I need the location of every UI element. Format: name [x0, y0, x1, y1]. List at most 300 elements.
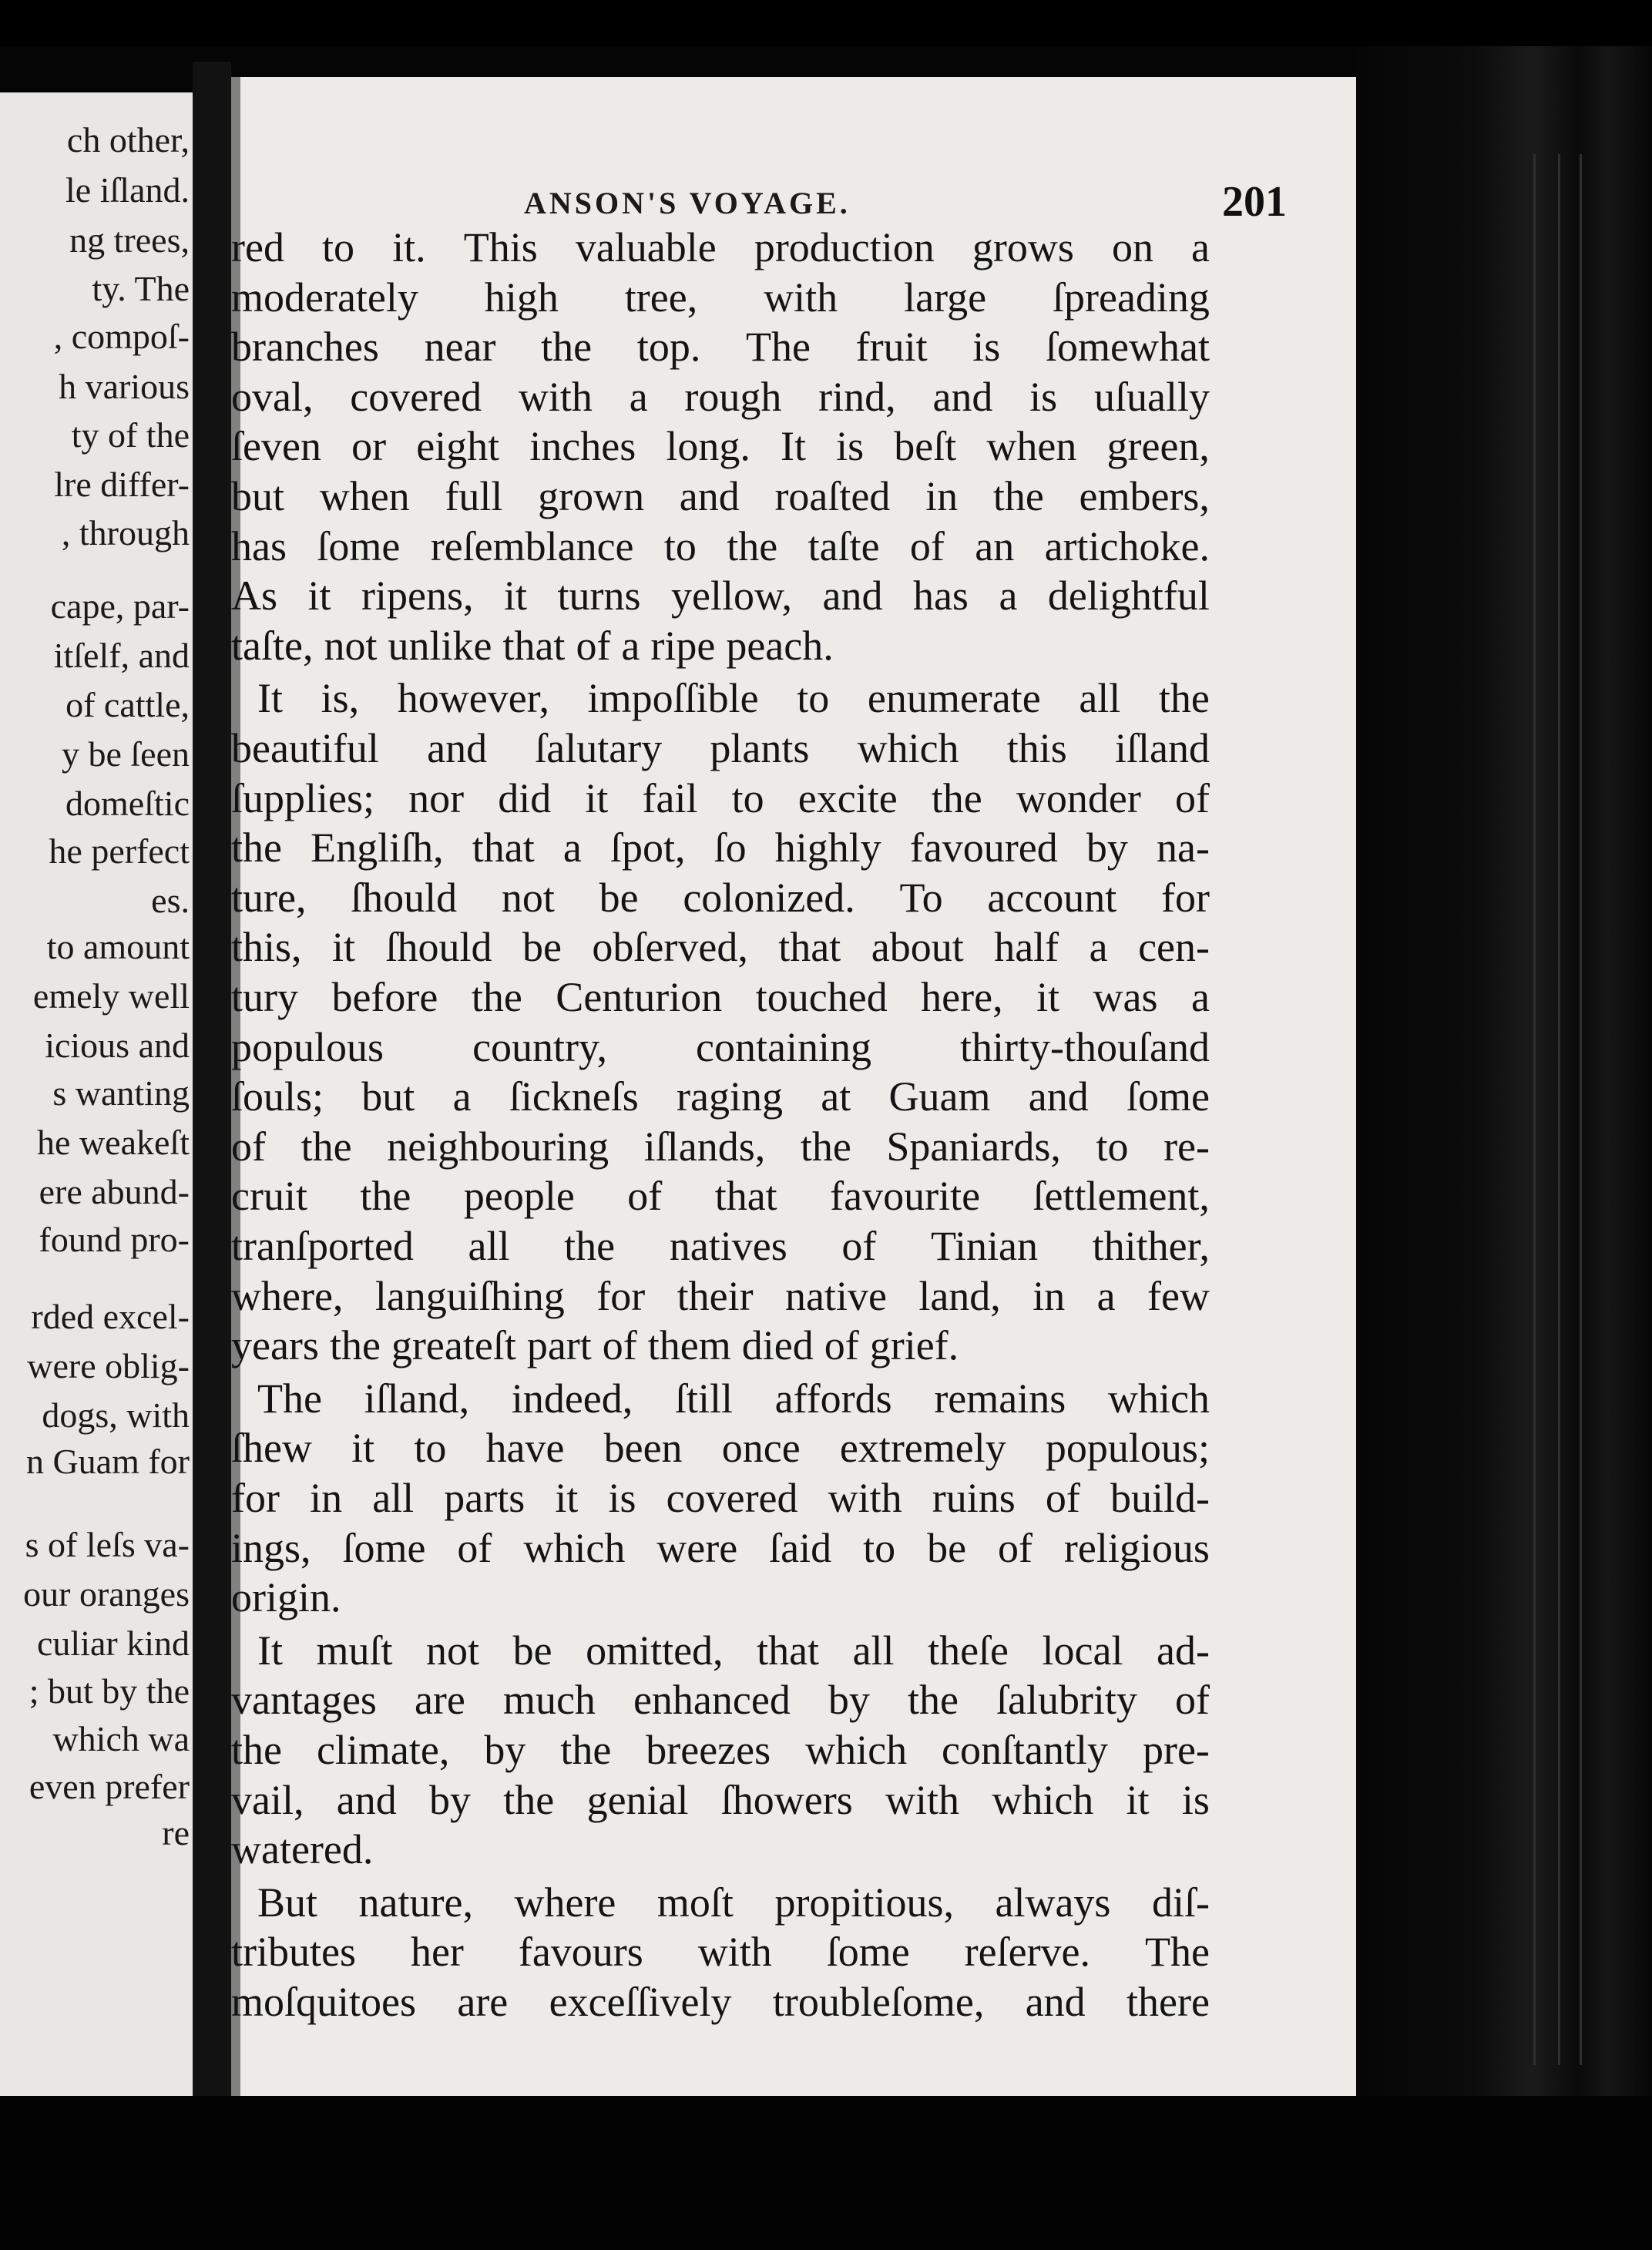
- word: large: [904, 274, 987, 321]
- word: populous: [231, 1023, 384, 1070]
- left-page-line: cape, par-: [50, 586, 190, 626]
- word: beſt: [894, 423, 957, 470]
- word: in: [310, 1475, 343, 1521]
- word: her: [410, 1929, 464, 1976]
- word: for: [596, 1272, 646, 1319]
- word: re-: [1163, 1123, 1210, 1170]
- word: green,: [1106, 423, 1210, 470]
- word: It: [257, 675, 283, 722]
- word: about: [871, 924, 964, 971]
- word: near: [424, 324, 496, 371]
- left-page-line: of cattle,: [65, 685, 190, 724]
- word: with: [885, 1776, 960, 1823]
- left-page-line: , compoſ-: [53, 317, 190, 356]
- word: them: [647, 1322, 731, 1369]
- word: or: [351, 423, 387, 470]
- word: grows: [972, 224, 1074, 270]
- left-page-line: y be ſeen: [61, 734, 190, 774]
- text-line: [231, 1123, 1210, 1172]
- word: where,: [231, 1272, 344, 1319]
- word: red: [231, 224, 284, 270]
- fore-edge-line: [1580, 154, 1582, 2065]
- word: is: [608, 1475, 636, 1521]
- text-line: [231, 1424, 1210, 1473]
- fore-edge-line: [1533, 154, 1536, 2065]
- word: languiſhing: [374, 1272, 565, 1319]
- word: obſerved,: [592, 924, 748, 971]
- word: remains: [934, 1375, 1066, 1422]
- left-page: [0, 92, 193, 2096]
- text-line: [231, 572, 1210, 621]
- word: top.: [636, 324, 701, 371]
- text-line: [231, 1627, 1210, 1676]
- left-page-line: ng trees,: [69, 220, 190, 260]
- word: extremely: [839, 1425, 1006, 1472]
- word: the: [907, 1677, 959, 1724]
- text-line: [231, 1726, 1210, 1775]
- left-page-line: even prefer: [29, 1767, 190, 1806]
- word: troubleſome,: [772, 1979, 985, 2025]
- word: The: [257, 1375, 322, 1422]
- word: Spaniards,: [886, 1123, 1061, 1170]
- word: moderately: [231, 274, 418, 321]
- word: been: [603, 1425, 683, 1472]
- word: in: [1032, 1272, 1066, 1319]
- word: of: [997, 1524, 1032, 1571]
- text-line: [231, 1879, 1210, 1928]
- word: nature,: [358, 1879, 473, 1926]
- word: a: [1096, 1272, 1116, 1319]
- word: full: [445, 473, 503, 519]
- word: of: [1174, 1677, 1210, 1724]
- word: part: [526, 1322, 592, 1369]
- word: with: [828, 1475, 902, 1521]
- word: ad-: [1157, 1627, 1210, 1674]
- text-line: [231, 1524, 1210, 1573]
- word: Guam: [888, 1073, 991, 1120]
- word: has: [912, 573, 969, 620]
- word: ſhould: [385, 924, 492, 971]
- word: the: [727, 522, 778, 569]
- word: are: [457, 1979, 509, 2025]
- text-line: [231, 1321, 1210, 1371]
- word: production: [754, 224, 935, 270]
- word: plants: [710, 725, 810, 771]
- word: climate,: [316, 1727, 450, 1773]
- word: Engliſh,: [311, 824, 444, 871]
- text-line: [231, 522, 1210, 572]
- left-page-line: emely well: [32, 976, 190, 1016]
- word: the: [800, 1123, 851, 1170]
- word: ſpreading: [1053, 274, 1210, 321]
- word: by: [429, 1776, 472, 1823]
- word: vantages: [231, 1677, 377, 1724]
- word: genial: [586, 1776, 689, 1823]
- word: Tinian: [930, 1223, 1039, 1269]
- word: it: [555, 1475, 579, 1521]
- word: natives: [669, 1223, 787, 1269]
- word: ſome: [1126, 1073, 1210, 1120]
- word: where: [514, 1879, 616, 1926]
- word: ſettlement,: [1032, 1173, 1210, 1220]
- word: which: [992, 1776, 1094, 1823]
- word: thirty-thouſand: [960, 1023, 1210, 1070]
- word: cruit: [231, 1173, 307, 1220]
- word: cen-: [1138, 924, 1210, 971]
- word: delightful: [1047, 573, 1210, 620]
- word: and: [1025, 1979, 1086, 2025]
- word: for: [231, 1475, 280, 1521]
- left-page-line: culiar kind: [37, 1624, 190, 1663]
- word: ſome: [342, 1524, 426, 1571]
- text-line: [231, 1776, 1210, 1825]
- word: reſerve.: [964, 1929, 1091, 1976]
- left-page-line: ty. The: [92, 269, 190, 308]
- word: ſouls;: [231, 1073, 324, 1120]
- word: theſe: [928, 1627, 1009, 1674]
- word: of: [231, 1123, 266, 1170]
- word: ruins: [932, 1475, 1016, 1521]
- word: na-: [1157, 824, 1210, 871]
- word: and: [932, 373, 993, 420]
- word: have: [485, 1425, 565, 1472]
- text-line: [231, 1474, 1210, 1523]
- left-page-line: le iſland.: [65, 170, 190, 210]
- left-page-line: es.: [151, 881, 190, 920]
- word: of: [602, 1322, 637, 1369]
- word: origin.: [231, 1574, 341, 1621]
- running-title: ANSON'S VOYAGE.: [524, 186, 851, 220]
- word: a: [452, 1073, 472, 1120]
- word: ture,: [231, 874, 307, 921]
- word: The: [746, 324, 811, 371]
- word: unlike: [388, 622, 492, 669]
- word: and: [1028, 1073, 1089, 1120]
- word: to: [322, 224, 355, 270]
- word: ſhould: [351, 874, 458, 921]
- left-page-line: rded excel-: [31, 1297, 190, 1336]
- word: wonder: [1016, 774, 1141, 821]
- word: fruit: [855, 324, 928, 371]
- text-line: [231, 1073, 1210, 1122]
- word: iſland: [1114, 725, 1210, 771]
- left-page-line: h various: [59, 367, 190, 406]
- word: inches: [529, 423, 636, 470]
- word: to: [1096, 1123, 1129, 1170]
- word: of: [627, 1173, 663, 1220]
- word: ſupplies;: [231, 774, 374, 821]
- word: be: [927, 1524, 967, 1571]
- word: for: [1161, 874, 1210, 921]
- left-page-line: icious and: [45, 1026, 190, 1065]
- text-line: [231, 274, 1210, 323]
- word: of: [457, 1524, 492, 1571]
- word: indeed,: [511, 1375, 633, 1422]
- word: valuable: [575, 224, 717, 270]
- left-page-line: ere abund-: [39, 1172, 190, 1211]
- word: taſte: [808, 522, 880, 569]
- word: branches: [231, 324, 379, 371]
- word: ſalubrity: [996, 1677, 1137, 1724]
- text-line: [231, 323, 1210, 372]
- word: But: [257, 1879, 318, 1926]
- word: and: [822, 573, 883, 620]
- text-line: [231, 1375, 1210, 1424]
- word: favours: [518, 1929, 643, 1976]
- word: rind,: [818, 373, 896, 420]
- word: thither,: [1092, 1223, 1210, 1269]
- word: propitious,: [774, 1879, 954, 1926]
- word: to: [731, 774, 764, 821]
- word: build-: [1110, 1475, 1210, 1521]
- word: the: [231, 824, 282, 871]
- text-line: [231, 1272, 1210, 1321]
- word: much: [502, 1677, 596, 1724]
- word: the: [329, 1322, 381, 1369]
- left-page-line: ty of the: [71, 415, 190, 455]
- word: it: [332, 924, 356, 971]
- fore-edge-line: [1558, 154, 1560, 2065]
- word: but: [361, 1073, 415, 1120]
- word: was: [1093, 974, 1158, 1020]
- word: moſquitoes: [231, 1979, 416, 2025]
- scan-border-bottom: [0, 2096, 1652, 2250]
- word: local: [1042, 1627, 1123, 1674]
- word: country,: [472, 1023, 608, 1070]
- word: account: [987, 874, 1117, 921]
- text-line: [231, 1172, 1210, 1221]
- word: ſome: [826, 1929, 910, 1976]
- word: when: [986, 423, 1077, 470]
- left-page-line: domeſtic: [65, 784, 190, 823]
- word: tributes: [231, 1929, 356, 1976]
- word: of: [1174, 774, 1210, 821]
- word: ſhew: [231, 1425, 312, 1472]
- word: it: [307, 573, 331, 620]
- word: not: [426, 1627, 480, 1674]
- text-line: [231, 724, 1210, 774]
- page-number: 201: [1222, 178, 1287, 226]
- word: the: [503, 1776, 555, 1823]
- word: As: [231, 573, 278, 620]
- word: grief.: [869, 1322, 959, 1369]
- word: native: [784, 1272, 887, 1319]
- word: religious: [1063, 1524, 1210, 1571]
- word: which: [857, 725, 959, 771]
- word: the: [931, 774, 982, 821]
- word: it: [504, 573, 528, 620]
- left-page-line: which wa: [52, 1719, 190, 1758]
- word: to: [414, 1425, 447, 1472]
- word: populous;: [1045, 1425, 1210, 1472]
- word: of: [824, 1322, 859, 1369]
- word: it: [351, 1425, 375, 1472]
- word: To: [899, 874, 943, 921]
- word: to: [663, 522, 697, 569]
- word: the: [560, 1727, 612, 1773]
- scan-border-top: [0, 0, 1652, 46]
- word: here,: [921, 974, 1003, 1020]
- word: ings,: [231, 1524, 311, 1571]
- word: of: [1045, 1475, 1080, 1521]
- word: died: [741, 1322, 814, 1369]
- word: ſome: [317, 522, 401, 569]
- word: which: [805, 1727, 908, 1773]
- word: highly: [774, 824, 881, 871]
- word: covered: [350, 373, 482, 420]
- word: years: [231, 1322, 319, 1369]
- text-line: [231, 223, 1210, 273]
- word: before: [331, 974, 438, 1020]
- text-line: [231, 1928, 1210, 1977]
- left-page-line: dogs, with: [42, 1395, 190, 1435]
- word: and: [336, 1776, 397, 1823]
- word: not: [324, 622, 378, 669]
- word: by: [484, 1727, 526, 1773]
- word: roaſted: [774, 473, 891, 519]
- word: taſte,: [231, 622, 314, 669]
- word: is: [972, 324, 1001, 371]
- word: ſpot,: [609, 824, 686, 871]
- word: tranſported: [231, 1223, 414, 1269]
- text-line: [231, 1825, 1210, 1875]
- left-page-line: n Guam for: [25, 1442, 190, 1481]
- word: has: [231, 522, 287, 569]
- word: ſalutary: [535, 725, 663, 771]
- word: ſtill: [674, 1375, 733, 1422]
- left-page-line: , through: [61, 513, 190, 552]
- word: the: [360, 1173, 411, 1220]
- word: affords: [774, 1375, 892, 1422]
- word: a: [1191, 224, 1210, 270]
- word: of: [576, 622, 611, 669]
- left-page-line: lre differ-: [54, 465, 190, 504]
- word: ſickneſs: [509, 1073, 639, 1120]
- word: beautiful: [231, 725, 379, 771]
- word: high: [484, 274, 559, 321]
- word: it: [1126, 1776, 1150, 1823]
- word: be: [599, 874, 639, 921]
- word: rough: [684, 373, 782, 420]
- word: exceſſively: [549, 1979, 732, 2025]
- word: nor: [408, 774, 465, 821]
- word: eight: [416, 423, 500, 470]
- word: land,: [918, 1272, 1001, 1319]
- word: favoured: [909, 824, 1058, 871]
- text-line: [231, 874, 1210, 923]
- left-page-line: he weakeſt: [37, 1123, 190, 1162]
- word: yellow,: [671, 573, 792, 620]
- text-line: [231, 973, 1210, 1023]
- word: be: [512, 1627, 552, 1674]
- word: iſland,: [364, 1375, 470, 1422]
- word: their: [677, 1272, 754, 1319]
- word: ſaid: [769, 1524, 832, 1571]
- running-head: [293, 178, 1287, 230]
- word: neighbouring: [387, 1123, 609, 1170]
- word: of: [841, 1223, 877, 1269]
- word: were: [656, 1524, 738, 1571]
- word: a: [629, 373, 648, 420]
- left-page-line: he perfect: [49, 831, 190, 871]
- word: the: [541, 324, 593, 371]
- text-line: [231, 1676, 1210, 1725]
- word: the: [564, 1223, 616, 1269]
- word: Centurion: [556, 974, 723, 1020]
- word: vail,: [231, 1776, 304, 1823]
- word: which: [523, 1524, 626, 1571]
- word: a: [999, 573, 1018, 620]
- word: is: [1181, 1776, 1210, 1823]
- word: a: [621, 622, 640, 669]
- word: containing: [696, 1023, 871, 1070]
- word: which: [1107, 1375, 1210, 1422]
- word: the: [1158, 675, 1210, 722]
- text-line: [231, 774, 1210, 824]
- word: artichoke.: [1044, 522, 1210, 569]
- word: with: [697, 1929, 772, 1976]
- word: when: [319, 473, 410, 519]
- word: impoſſible: [587, 675, 759, 722]
- word: on: [1111, 224, 1153, 270]
- text-line: [231, 923, 1210, 972]
- word: turns: [557, 573, 641, 620]
- word: ſo: [714, 824, 747, 871]
- word: pre-: [1142, 1727, 1210, 1773]
- word: an: [975, 522, 1015, 569]
- word: uſually: [1093, 373, 1210, 420]
- word: a: [1191, 974, 1210, 1020]
- word: oval,: [231, 373, 314, 420]
- word: parts: [444, 1475, 525, 1521]
- left-page-line: ch other,: [66, 120, 190, 160]
- word: all: [852, 1627, 895, 1674]
- word: diſ-: [1151, 1879, 1210, 1926]
- left-page-line: s of leſs va-: [25, 1525, 190, 1564]
- text-line: [231, 1573, 1210, 1623]
- word: that: [778, 924, 841, 971]
- word: to: [797, 675, 830, 722]
- word: fail: [642, 774, 698, 821]
- left-page-line: itſelf, and: [53, 636, 190, 675]
- word: half: [994, 924, 1059, 971]
- word: a: [562, 824, 582, 871]
- word: the: [231, 1727, 282, 1773]
- word: that: [472, 824, 535, 871]
- word: embers,: [1079, 473, 1210, 519]
- word: conſtantly: [942, 1727, 1108, 1773]
- word: it.: [392, 224, 426, 270]
- word: It: [257, 1627, 283, 1674]
- word: once: [721, 1425, 801, 1472]
- word: this,: [231, 924, 302, 971]
- text-line: [231, 674, 1210, 724]
- word: touched: [755, 974, 888, 1020]
- word: peach.: [726, 622, 834, 669]
- left-page-line: s wanting: [52, 1073, 190, 1113]
- word: with: [764, 274, 838, 321]
- word: it: [1036, 974, 1060, 1020]
- word: that: [714, 1173, 777, 1220]
- word: long.: [666, 423, 750, 470]
- word: The: [1144, 1929, 1210, 1976]
- word: at: [821, 1073, 851, 1120]
- text-line: [231, 1023, 1210, 1073]
- word: is: [1029, 373, 1058, 420]
- word: the: [471, 974, 522, 1020]
- word: enhanced: [633, 1677, 791, 1724]
- left-page-line: re: [162, 1813, 190, 1852]
